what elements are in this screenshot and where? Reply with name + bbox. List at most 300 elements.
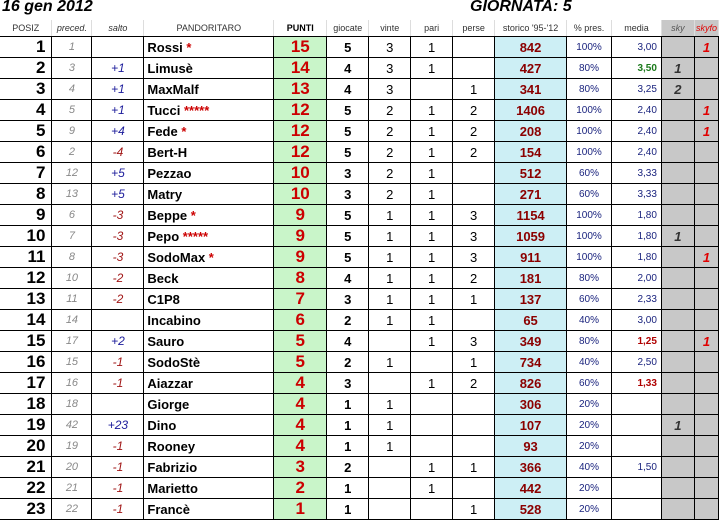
skyfo-cell [694, 436, 718, 457]
sky-cell [661, 268, 694, 289]
previous-position-cell: 1 [52, 37, 92, 58]
average-cell [611, 394, 661, 415]
lost-cell: 3 [453, 205, 495, 226]
position-cell: 21 [0, 457, 52, 478]
table-row [0, 226, 719, 247]
played-cell: 5 [327, 37, 369, 58]
points-cell: 10 [274, 184, 327, 205]
history-cell: 1154 [495, 205, 567, 226]
player-name: Incabino [147, 312, 201, 328]
won-cell: 2 [369, 121, 411, 142]
position-cell: 20 [0, 436, 52, 457]
history-cell: 842 [495, 37, 567, 58]
table-row [0, 478, 719, 499]
played-cell: 5 [327, 247, 369, 268]
played-cell: 5 [327, 100, 369, 121]
won-cell: 1 [369, 436, 411, 457]
position-change-cell: -2 [92, 289, 144, 310]
previous-position-cell: 19 [52, 436, 92, 457]
points-cell: 14 [274, 58, 327, 79]
draw-cell: 1 [411, 226, 453, 247]
standings-table [0, 20, 719, 520]
average-cell: 1,50 [611, 457, 661, 478]
player-name: Fabrizio [147, 459, 198, 475]
col-header-skyfo: skyfo [694, 20, 718, 37]
average-cell [611, 478, 661, 499]
points-cell: 3 [274, 457, 327, 478]
skyfo-cell [694, 415, 718, 436]
draw-cell: 1 [411, 289, 453, 310]
history-cell: 154 [495, 142, 567, 163]
history-cell: 442 [495, 478, 567, 499]
skyfo-cell [694, 499, 718, 520]
won-cell: 1 [369, 352, 411, 373]
presence-cell: 100% [567, 247, 612, 268]
position-cell: 22 [0, 478, 52, 499]
previous-position-cell: 8 [52, 247, 92, 268]
average-cell: 2,40 [611, 100, 661, 121]
average-cell: 1,80 [611, 247, 661, 268]
won-cell: 1 [369, 226, 411, 247]
average-cell: 3,00 [611, 37, 661, 58]
skyfo-cell [694, 394, 718, 415]
draw-cell [411, 394, 453, 415]
points-cell: 8 [274, 268, 327, 289]
previous-position-cell: 5 [52, 100, 92, 121]
position-change-cell: +1 [92, 79, 144, 100]
player-name: Pezzao [147, 165, 192, 181]
history-cell: 1059 [495, 226, 567, 247]
won-cell: 2 [369, 100, 411, 121]
player-stars: ***** [180, 102, 210, 118]
player-name: SodoStè [147, 354, 201, 370]
played-cell: 4 [327, 79, 369, 100]
player-name-cell [144, 37, 274, 58]
draw-cell [411, 415, 453, 436]
lost-cell [453, 394, 495, 415]
sky-cell: 2 [661, 79, 694, 100]
presence-cell: 60% [567, 184, 612, 205]
history-cell: 826 [495, 373, 567, 394]
previous-position-cell: 18 [52, 394, 92, 415]
skyfo-cell: 1 [694, 100, 718, 121]
points-cell: 9 [274, 226, 327, 247]
lost-cell: 2 [453, 268, 495, 289]
lost-cell: 3 [453, 226, 495, 247]
previous-position-cell: 16 [52, 373, 92, 394]
col-header-sky: sky [661, 20, 694, 37]
sky-cell [661, 352, 694, 373]
history-cell: 366 [495, 457, 567, 478]
position-cell: 7 [0, 163, 52, 184]
player-name: MaxMalf [147, 81, 199, 97]
history-cell: 208 [495, 121, 567, 142]
average-cell: 3,33 [611, 163, 661, 184]
previous-position-cell: 4 [52, 79, 92, 100]
table-row [0, 121, 719, 142]
position-change-cell [92, 394, 144, 415]
player-name-cell [144, 310, 274, 331]
won-cell: 1 [369, 247, 411, 268]
draw-cell: 1 [411, 121, 453, 142]
table-row [0, 142, 719, 163]
won-cell: 2 [369, 142, 411, 163]
position-change-cell: -3 [92, 205, 144, 226]
skyfo-cell [694, 373, 718, 394]
position-change-cell: +1 [92, 100, 144, 121]
played-cell: 1 [327, 415, 369, 436]
position-cell: 9 [0, 205, 52, 226]
draw-cell: 1 [411, 268, 453, 289]
sky-cell [661, 121, 694, 142]
table-row [0, 163, 719, 184]
points-cell: 7 [274, 289, 327, 310]
position-cell: 3 [0, 79, 52, 100]
lost-cell: 2 [453, 373, 495, 394]
skyfo-cell [694, 79, 718, 100]
position-change-cell: +23 [92, 415, 144, 436]
previous-position-cell: 14 [52, 310, 92, 331]
sky-cell [661, 142, 694, 163]
previous-position-cell: 7 [52, 226, 92, 247]
table-row [0, 499, 719, 520]
player-name: Limusè [147, 60, 193, 76]
player-name: SodoMax [147, 249, 206, 265]
sky-cell [661, 310, 694, 331]
points-cell: 12 [274, 142, 327, 163]
sky-cell [661, 436, 694, 457]
position-cell: 18 [0, 394, 52, 415]
draw-cell [411, 79, 453, 100]
lost-cell [453, 58, 495, 79]
skyfo-cell: 1 [694, 331, 718, 352]
points-cell: 5 [274, 352, 327, 373]
previous-position-cell: 3 [52, 58, 92, 79]
won-cell: 1 [369, 310, 411, 331]
col-header-presence: % pres. [567, 20, 612, 37]
points-cell: 9 [274, 205, 327, 226]
history-cell: 306 [495, 394, 567, 415]
history-cell: 137 [495, 289, 567, 310]
previous-position-cell: 42 [52, 415, 92, 436]
history-cell: 512 [495, 163, 567, 184]
points-cell: 10 [274, 163, 327, 184]
average-cell: 1,80 [611, 205, 661, 226]
lost-cell: 3 [453, 331, 495, 352]
won-cell [369, 499, 411, 520]
draw-cell: 1 [411, 247, 453, 268]
previous-position-cell: 21 [52, 478, 92, 499]
won-cell: 1 [369, 205, 411, 226]
presence-cell: 100% [567, 226, 612, 247]
table-row [0, 352, 719, 373]
player-stars: * [205, 249, 214, 265]
table-row [0, 457, 719, 478]
table-row [0, 100, 719, 121]
points-cell: 13 [274, 79, 327, 100]
player-stars: * [182, 39, 192, 55]
draw-cell: 1 [411, 310, 453, 331]
draw-cell [411, 436, 453, 457]
position-change-cell: -1 [92, 352, 144, 373]
position-change-cell: -3 [92, 247, 144, 268]
sky-cell [661, 499, 694, 520]
points-cell: 1 [274, 499, 327, 520]
position-cell: 10 [0, 226, 52, 247]
sky-cell [661, 331, 694, 352]
played-cell: 5 [327, 142, 369, 163]
lost-cell [453, 184, 495, 205]
table-row [0, 373, 719, 394]
player-name-cell [144, 142, 274, 163]
presence-cell: 20% [567, 394, 612, 415]
history-cell: 349 [495, 331, 567, 352]
average-cell: 1,33 [611, 373, 661, 394]
won-cell: 2 [369, 184, 411, 205]
player-name: Aiazzar [147, 375, 193, 391]
points-cell: 5 [274, 331, 327, 352]
lost-cell: 2 [453, 100, 495, 121]
lost-cell: 2 [453, 142, 495, 163]
previous-position-cell: 17 [52, 331, 92, 352]
player-name: Pepo [147, 228, 180, 244]
lost-cell [453, 478, 495, 499]
played-cell: 3 [327, 289, 369, 310]
player-name-cell [144, 79, 274, 100]
col-header-played: giocate [327, 20, 369, 37]
won-cell: 1 [369, 289, 411, 310]
presence-cell: 60% [567, 163, 612, 184]
player-name-cell [144, 58, 274, 79]
table-row [0, 394, 719, 415]
history-cell: 271 [495, 184, 567, 205]
player-name: Tucci [147, 102, 181, 118]
draw-cell: 1 [411, 58, 453, 79]
lost-cell [453, 163, 495, 184]
round-title: GIORNATA: 5 [470, 0, 572, 15]
position-change-cell: -2 [92, 268, 144, 289]
won-cell: 1 [369, 268, 411, 289]
played-cell: 1 [327, 436, 369, 457]
draw-cell [411, 499, 453, 520]
player-name-cell [144, 331, 274, 352]
sky-cell [661, 163, 694, 184]
previous-position-cell: 12 [52, 163, 92, 184]
presence-cell: 40% [567, 352, 612, 373]
position-change-cell: -1 [92, 457, 144, 478]
played-cell: 4 [327, 58, 369, 79]
won-cell [369, 457, 411, 478]
sky-cell [661, 247, 694, 268]
player-name-cell [144, 268, 274, 289]
lost-cell [453, 37, 495, 58]
position-change-cell: +5 [92, 184, 144, 205]
sky-cell [661, 184, 694, 205]
points-cell: 12 [274, 100, 327, 121]
sky-cell: 1 [661, 58, 694, 79]
history-cell: 734 [495, 352, 567, 373]
sky-cell [661, 478, 694, 499]
player-name-cell [144, 226, 274, 247]
previous-position-cell: 22 [52, 499, 92, 520]
draw-cell: 1 [411, 457, 453, 478]
won-cell: 2 [369, 163, 411, 184]
skyfo-cell [694, 184, 718, 205]
player-name-cell [144, 478, 274, 499]
draw-cell: 1 [411, 331, 453, 352]
sky-cell [661, 373, 694, 394]
draw-cell: 1 [411, 205, 453, 226]
player-name: Giorge [147, 396, 190, 412]
average-cell: 3,50 [611, 58, 661, 79]
history-cell: 107 [495, 415, 567, 436]
player-stars: ***** [179, 228, 209, 244]
history-cell: 181 [495, 268, 567, 289]
points-cell: 6 [274, 310, 327, 331]
lost-cell [453, 436, 495, 457]
presence-cell: 100% [567, 205, 612, 226]
table-header-row [0, 20, 719, 37]
skyfo-cell: 1 [694, 121, 718, 142]
table-row [0, 436, 719, 457]
position-cell: 5 [0, 121, 52, 142]
player-name-cell [144, 163, 274, 184]
points-cell: 2 [274, 478, 327, 499]
average-cell [611, 499, 661, 520]
presence-cell: 100% [567, 100, 612, 121]
col-header-average: media [611, 20, 661, 37]
player-name: Francè [147, 501, 191, 517]
won-cell [369, 373, 411, 394]
skyfo-cell [694, 205, 718, 226]
player-name: Rooney [147, 438, 196, 454]
player-name-cell [144, 184, 274, 205]
played-cell: 2 [327, 457, 369, 478]
previous-position-cell: 13 [52, 184, 92, 205]
player-name: Marietto [147, 480, 198, 496]
average-cell: 2,40 [611, 121, 661, 142]
won-cell: 1 [369, 415, 411, 436]
average-cell: 2,40 [611, 142, 661, 163]
played-cell: 5 [327, 121, 369, 142]
average-cell: 3,00 [611, 310, 661, 331]
table-row [0, 268, 719, 289]
played-cell: 3 [327, 184, 369, 205]
position-change-cell: -1 [92, 436, 144, 457]
position-change-cell: -1 [92, 499, 144, 520]
player-name: Sauro [147, 333, 185, 349]
table-row [0, 79, 719, 100]
sky-cell [661, 289, 694, 310]
player-name-cell [144, 373, 274, 394]
presence-cell: 20% [567, 478, 612, 499]
draw-cell: 1 [411, 142, 453, 163]
draw-cell: 1 [411, 163, 453, 184]
position-cell: 23 [0, 499, 52, 520]
player-name-cell [144, 289, 274, 310]
position-change-cell: -3 [92, 226, 144, 247]
skyfo-cell [694, 352, 718, 373]
player-name-cell [144, 394, 274, 415]
presence-cell: 100% [567, 142, 612, 163]
skyfo-cell [694, 226, 718, 247]
sky-cell [661, 394, 694, 415]
average-cell: 1,80 [611, 226, 661, 247]
player-name-cell [144, 415, 274, 436]
sky-cell [661, 457, 694, 478]
player-name-cell [144, 100, 274, 121]
played-cell: 4 [327, 268, 369, 289]
table-row [0, 184, 719, 205]
presence-cell: 20% [567, 415, 612, 436]
lost-cell: 1 [453, 352, 495, 373]
history-cell: 1406 [495, 100, 567, 121]
sky-cell [661, 205, 694, 226]
history-cell: 341 [495, 79, 567, 100]
lost-cell: 2 [453, 121, 495, 142]
average-cell: 3,25 [611, 79, 661, 100]
table-row [0, 58, 719, 79]
points-cell: 9 [274, 247, 327, 268]
points-cell: 4 [274, 394, 327, 415]
skyfo-cell [694, 268, 718, 289]
presence-cell: 40% [567, 310, 612, 331]
presence-cell: 80% [567, 331, 612, 352]
previous-position-cell: 10 [52, 268, 92, 289]
col-header-won: vinte [369, 20, 411, 37]
points-cell: 12 [274, 121, 327, 142]
points-cell: 4 [274, 373, 327, 394]
skyfo-cell: 1 [694, 37, 718, 58]
draw-cell: 1 [411, 100, 453, 121]
position-cell: 11 [0, 247, 52, 268]
skyfo-cell: 1 [694, 247, 718, 268]
lost-cell: 1 [453, 499, 495, 520]
position-change-cell: -1 [92, 373, 144, 394]
sky-cell [661, 100, 694, 121]
col-header-prev: preced. [52, 20, 92, 37]
skyfo-cell [694, 457, 718, 478]
position-cell: 6 [0, 142, 52, 163]
position-change-cell [92, 310, 144, 331]
player-name: Dino [147, 417, 177, 433]
lost-cell: 1 [453, 79, 495, 100]
draw-cell: 1 [411, 184, 453, 205]
sky-cell [661, 37, 694, 58]
previous-position-cell: 2 [52, 142, 92, 163]
played-cell: 4 [327, 331, 369, 352]
skyfo-cell [694, 289, 718, 310]
player-name: Fede [147, 123, 178, 139]
played-cell: 3 [327, 163, 369, 184]
col-header-points: PUNTI [274, 20, 327, 37]
player-name: Bert-H [147, 144, 188, 160]
won-cell [369, 478, 411, 499]
presence-cell: 60% [567, 289, 612, 310]
average-cell [611, 436, 661, 457]
draw-cell: 1 [411, 373, 453, 394]
player-name-cell [144, 247, 274, 268]
won-cell: 3 [369, 58, 411, 79]
position-change-cell: +4 [92, 121, 144, 142]
position-change-cell: +5 [92, 163, 144, 184]
lost-cell: 3 [453, 247, 495, 268]
position-cell: 8 [0, 184, 52, 205]
position-cell: 4 [0, 100, 52, 121]
draw-cell [411, 352, 453, 373]
table-row [0, 289, 719, 310]
skyfo-cell [694, 142, 718, 163]
